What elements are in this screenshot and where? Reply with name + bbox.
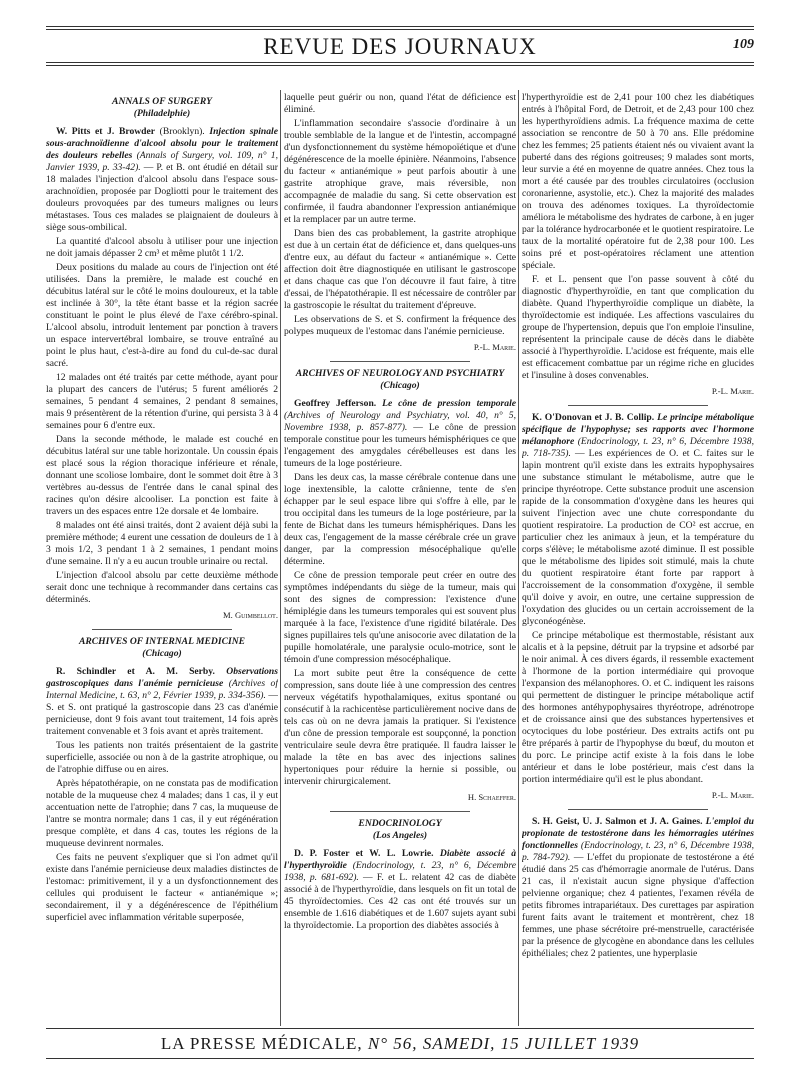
- article-title: Le cône de pression temporale: [382, 398, 516, 409]
- article-title: Observations gastroscopiques dans l'anémie pernicieuse: [46, 666, 278, 689]
- article-paragraph: 8 malades ont été ainsi traités, dont 2 avaient déjà subi la première méthode; 4 eurent une cessation de douleurs de 1 à 3 mois 1/2, 3 pendant 1 à 2 semaines, 1 pendant moins d'une semaine. Il n'y a eu aucun trouble urinaire ou rectal.: [46, 520, 278, 567]
- article-reference: [522, 816, 754, 960]
- section-title: ARCHIVES OF NEUROLOGY AND PSYCHIATRY: [295, 368, 505, 379]
- article-signature: P.-L. Marie.: [711, 790, 754, 800]
- header-rule-bottom: [46, 62, 754, 63]
- section-city: (Chicago): [142, 648, 182, 659]
- column-divider-1: [280, 90, 281, 1026]
- article-citation: (Endocrinology, t. 23, n° 6, Décembre 1938, p. 718-735).: [522, 436, 754, 459]
- article-place: (Brooklyn).: [159, 126, 205, 137]
- column-divider-2: [518, 90, 519, 1026]
- section-separator: [330, 361, 469, 362]
- article-paragraph: L'inflammation secondaire s'associe d'ordinaire à un trouble semblable de la langue et de l'intestin, accompagné d'un dysfonctionnement du système hémopoïétique et d'une dégénérescence de la moelle épinière. Néanmoins, l'absence du facteur « antianémique » peut parfois aboutir à une gastrite atrophique grave, mais réversible, non accompagnée de maladie du sang. Si cette observation est confirmée, il faudra abandonner l'expression antianémique et la remplacer par un autre terme.: [284, 118, 516, 225]
- article-title: Injection spinale sous-arachnoïdienne d'alcool absolu pour le traitement des douleurs rebelles: [46, 126, 278, 161]
- column-2: [284, 92, 516, 1024]
- article-citation: (Archives of Internal Medicine, t. 63, n° 2, Février 1939, p. 334-356).: [46, 678, 278, 701]
- section-title: ENDOCRINOLOGY: [358, 818, 442, 829]
- footer-rule: [46, 1028, 754, 1029]
- header-rule-top-2: [46, 29, 754, 30]
- article-paragraph: Après hépatothérapie, on ne constata pas de modification notable de la muqueuse chez 4 malades; dans 1 cas, il y eut accentuation nette de l'atrophie; dans 7 cas, la muqueuse de l'antre se montra normale; dans 1 cas, il y eut régénération presque complète, et dans 4 cas, toutes les régions de la muqueuse devinrent normales.: [46, 778, 278, 849]
- article-paragraph: Ces faits ne peuvent s'expliquer que si l'on admet qu'il existe dans l'anémie pernicieuse deux maladies distinctes de l'estomac: primitivement, il y a un dysfonctionnement des cellules qui produisent le facteur « antianémique »; secondairement, il y a dégénérescence de l'épithélium superficiel avec inflammation véritable superposée,: [46, 852, 278, 923]
- article-paragraph: — P. et B. ont étudié en détail sur 18 malades l'injection d'alcool absolu dans l'espace sous-arachnoïdien, proposée par Dogliotti pour le traitement des douleurs provoquées par des tumeurs malignes ou leurs métastases. Tous ces malades se plaignaient de douleurs à siège sous-ombilical.: [46, 162, 278, 233]
- article-title: Le principe métabolique spécifique de l'hypophyse; ses rapports avec l'hormone mélanophore: [522, 412, 754, 447]
- section-city: (Chicago): [380, 380, 420, 391]
- section-separator: [568, 405, 707, 406]
- section-title: ANNALS OF SURGERY: [112, 96, 212, 107]
- article-citation: (Endocrinology, t. 23, n° 6, Décembre 1938, p. 681-692).: [284, 860, 516, 883]
- footer-issue-number: N° 56,: [367, 1034, 418, 1053]
- article-paragraph: Dans bien des cas probablement, la gastrite atrophique est due à un certain état de déficience et, dans quelques-uns d'entre eux, au défaut du facteur « antianémique ». Cette affection doit être diagnostiquée en utilisant le gastroscope et dans chaque cas que l'on découvre il faut faire, à titre d'essai, de l'hépatothérapie. Il est nécessaire de contrôler par la gastroscopie le résultat du traitement d'épreuve.: [284, 228, 516, 311]
- article-paragraph: Les observations de S. et S. confirment la fréquence des polypes muqueux de l'estomac dans l'anémie pernicieuse.: [284, 314, 516, 337]
- article-paragraph: Tous les patients non traités présentaient de la gastrite superficielle, associée ou non à de la gastrite atrophique, ou de l'atrophie diffuse ou en aires.: [46, 740, 278, 775]
- article-signature: P.-L. Marie.: [473, 342, 516, 352]
- article-paragraph: La quantité d'alcool absolu à utiliser pour une injection ne doit jamais dépasser 2 cm³ et même plutôt 1 1/2.: [46, 236, 278, 259]
- article-reference: [46, 126, 278, 234]
- footer-date: SAMEDI, 15 JUILLET 1939: [422, 1034, 640, 1053]
- article-reference: [522, 412, 754, 628]
- section-separator: [568, 809, 707, 810]
- article-paragraph: Deux positions du malade au cours de l'injection ont été utilisées. Dans la première, le malade est couché en décubitus latéral sur le côté le moins douloureux, et la table est inclinée à 30°, la tête étant basse et la région sacrée constituant le point le plus élevé de l'axe cérébro-spinal. L'alcool absolu, introduit lentement par ponction à travers un espace intervertébral lombaire, se trouve entraîné au point le plus haut, c'est-à-dire au fond du cul-de-sac dural sacré.: [46, 262, 278, 369]
- article-reference: [284, 848, 516, 932]
- article-paragraph: Dans la seconde méthode, le malade est couché en décubitus latéral sur une table horizontale. Un coussin épais est placé sous la région thoracique inférieure et rénale, donnant une scoliose lombaire, dont le sommet doit être à 3 vertèbres au-dessus de l'entrée dans le canal spinal des racines qu'on désire alcooliser. La ponction est faite à travers un des espaces entre 12e dorsale et 4e lombaire.: [46, 434, 278, 517]
- header-rule-bottom-2: [46, 65, 754, 66]
- section-city: (Philadelphie): [133, 108, 191, 119]
- section-separator: [330, 811, 469, 812]
- section-title: ARCHIVES OF INTERNAL MEDICINE: [78, 636, 246, 647]
- journal-section-title: REVUE DES JOURNAUX: [263, 34, 537, 59]
- header-rule-top: [46, 26, 754, 27]
- article-authors: Geoffrey Jefferson.: [294, 398, 377, 409]
- article-signature: H. Schaeffer.: [467, 792, 516, 802]
- article-paragraph: Ce principe métabolique est thermostable, résistant aux alcalis et à la pepsine, détruit par la trypsine et adsorbé par le noir animal. À ces divers égards, il ressemble exactement à l'hormone de la portion intermédiaire qui provoque l'expansion des mélanophores. O. et C. indiquent les raisons qui permettent de distinguer le principe métabolique actif des hormones antéhypophysaires thyréotrope, adrénotrope et de croissance ainsi que des substances hypertensives et ocytociques du lobe postérieur. Des extraits actifs ont pu être préparés à partir de l'hypophyse du bœuf, du mouton et du porc. Le principe actif existe à la fois dans le lobe antérieur et dans le lobe postérieur, mais c'est dans la portion intermédiaire qu'il est le plus abondant.: [522, 630, 754, 785]
- article-paragraph: 12 malades ont été traités par cette méthode, ayant pour la plupart des cancers de l'utérus; 5 furent améliorés 2 semaines, 5 pendant 4 semaines, 2 pendant 8 semaines, mais 9 présentèrent de la rétention d'urine, qui persista 3 à 4 semaines pour 6 d'entre eux.: [46, 372, 278, 431]
- footer-journal: LA PRESSE MÉDICALE,: [160, 1034, 363, 1053]
- article-signature: M. Guimbellot.: [223, 610, 278, 620]
- article-paragraph: — Les expériences de O. et C. faites sur le lapin montrent qu'il existe dans les extraits hypophysaires une substance stimulant le métabolisme, autre que le principe thyréotrope. Cette substance produit une ascension rapide de la consommation d'oxygène dans les heures qui suivent l'injection avec une chute correspondante du quotient respiratoire. La production de CO² est accrue, en particulier chez les animaux à jeun, et la température du corps s'élève; le métabolisme azoté diminue. Il est possible que le métabolisme des lipides soit stimulé, mais la chute du quotient respiratoire étant forte par rapport à l'accroissement de la consommation d'oxygène, il semble qu'il doive y avoir, en outre, une certaine suppression de l'oxydation des glucides ou un certain accroissement de la glyconéogénèse.: [522, 448, 754, 627]
- article-authors: S. H. Geist, U. J. Salmon et J. A. Gaines.: [532, 816, 703, 827]
- article-title: L'emploi du propionate de testostérone dans les hémorragies utérines fonctionnelles: [522, 816, 754, 851]
- article-paragraph: Ce cône de pression temporale peut créer en outre des symptômes indépendants du siège de la tumeur, mais qui sont des signes de compression: l'existence d'une hémiplégie dans les tumeurs temporales qui est souvent plus marquée à la face, l'existence d'une rigidité bilatérale. Des signes pupillaires tels qu'une anisocorie avec dilatation de la pupille homolatérale, une paralysie oculo-motrice, sont le témoin d'une compression mésocéphalique.: [284, 570, 516, 665]
- article-paragraph: F. et L. pensent que l'on passe souvent à côté du diagnostic d'hyperthyroïdie, en tant que complication du diabète. Quand l'hyperthyroïdie complique un diabète, la thyroïdectomie est indiquée. Les affections vasculaires du groupe de l'hypertension, depuis que l'on emploie l'insuline, représentent la principale cause de décès dans le diabète associé à l'hyperthyroïdie. L'acidose est fréquente, mais elle est efficacement combattue par un régime riche en glucides et l'insuline à doses convenables.: [522, 274, 754, 381]
- column-1: [46, 92, 278, 1024]
- page-footer: [46, 1034, 754, 1054]
- section-separator: [92, 629, 231, 630]
- article-reference: [284, 398, 516, 470]
- article-citation: (Archives of Neurology and Psychiatry, vol. 40, n° 5, Novembre 1938, p. 857-877).: [284, 410, 516, 433]
- page-number: 109: [733, 37, 754, 52]
- column-3: [522, 92, 754, 1024]
- article-paragraph: — S. et S. ont pratiqué la gastroscopie dans 23 cas d'anémie pernicieuse, dont 9 fois avant tout traitement, 14 fois après traitement convenable et 3 fois avant et après traitement.: [46, 690, 278, 737]
- article-paragraph: L'injection d'alcool absolu par cette deuxième méthode serait donc une technique à recommander dans certains cas déterminés.: [46, 570, 278, 605]
- article-citation: (Endocrinology, t. 23, n° 6, Décembre 1938, p. 784-792).: [522, 840, 754, 863]
- article-citation: (Annals of Surgery, vol. 109, n° 1, Janvier 1939, p. 33-42).: [46, 150, 278, 173]
- article-title: Diabète associé à l'hyperthyroïdie: [284, 848, 516, 871]
- article-paragraph: La mort subite peut être la conséquence de cette compression, sans doute liée à une compression des centres nerveux végétatifs hypothalamiques, exitus spontané ou consécutif à la rachicentèse particulièrement nocive dans de tels cas où on ne devra jamais la pratiquer. Si l'existence d'un cône de pression temporale est soupçonné, la ponction ventriculaire seule devra être pratiquée. Il faudra laisser le malade la tête en bas avec des injections salines hypertoniques pour réduire la hernie si possible, ou intervenir chirurgicalement.: [284, 668, 516, 787]
- article-paragraph: Dans les deux cas, la masse cérébrale contenue dans une loge inextensible, la calotte crânienne, tente de s'en échapper par le seul espace libre qui s'offre à elle, par le trou occipital dans les tumeurs de la loge postérieure, par la fente de Bichat dans les tumeurs hémisphériques. Dans les deux cas, l'engagement de la masse cérébrale crée un grave danger, par la compression mésocéphalique qu'elle détermine.: [284, 472, 516, 567]
- article-authors: K. O'Donovan et J. B. Collip.: [532, 412, 655, 423]
- article-authors: R. Schindler et A. M. Serby.: [56, 666, 215, 677]
- article-paragraph: laquelle peut guérir ou non, quand l'état de déficience est éliminé.: [284, 92, 516, 115]
- article-authors: D. P. Foster et W. L. Lowrie.: [294, 848, 434, 859]
- article-paragraph: l'hyperthyroïdie est de 2,41 pour 100 chez les diabétiques entrés à l'hôpital Ford, de Detroit, et de 2,43 pour 100 chez les hyperthyroïdiens admis. La fréquence maxima de cette association se rencontre de 50 à 70 ans. Elle prédomine chez les femmes; 25 patients étaient nés ou vivaient avant la puberté dans des régions goitreuses; 9 malades sont morts, leur survie a été en moyenne de quatre années. Chez tous la mort a été causée par des troubles circulatoires (occlusion coronarienne, asystolie, etc.). Chez la majorité des malades on trouva des adénomes toxiques. La thyroïdectomie améliora le métabolisme des hydrates de carbone, à en juger par la tolérance hydrocarbonée et le quotient respiratoire. Le taux de la mortalité opératoire fut de 2,38 pour 100. Les soins pré et post-opératoires réclament une attention spéciale.: [522, 92, 754, 271]
- footer-rule-bottom: [46, 1058, 754, 1059]
- section-city: (Los Angeles): [372, 830, 428, 841]
- article-paragraph: — L'effet du propionate de testostérone a été étudié dans 25 cas d'hémorragie anormale de l'utérus. Dans 21 cas, il n'existait aucun signe physique d'affection pelvienne organique; chez 4 patientes, l'examen révéla de petits fibromes intrapariétaux. Des curettages par aspiration furent faits avant le traitement et montrèrent, chez 18 femmes, une phase sécrétoire pré-menstruelle, caractérisée par la présence de glycogène en abondance dans les cellules épithéliales; chez 2 patientes, une hyperplasie: [522, 852, 754, 959]
- article-authors: W. Pitts et J. Browder: [56, 126, 156, 137]
- article-reference: [46, 666, 278, 738]
- article-paragraph: — F. et L. relatent 42 cas de diabète associé à de l'hyperthyroïdie, dans lesquels on fit un total de 45 thyroïdectomies. Ces 42 cas ont été trouvés sur un ensemble de 1.616 diabétiques et de 1.607 sujets ayant subi la thyroïdectomie. La proportion des diabètes associés à: [284, 872, 516, 931]
- article-paragraph: — Le cône de pression temporale constitue pour les tumeurs hémisphériques ce que l'engagement des amygdales cérébelleuses est dans les tumeurs de la loge postérieure.: [284, 422, 516, 469]
- article-signature: P.-L. Marie.: [711, 386, 754, 396]
